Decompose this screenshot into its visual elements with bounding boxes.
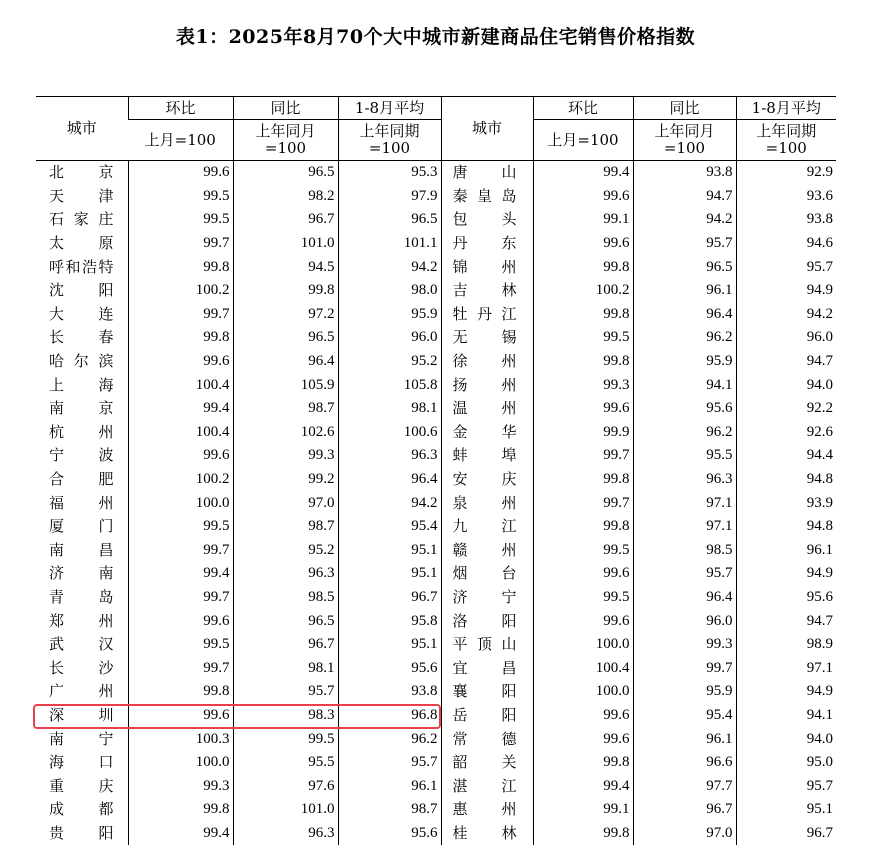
city-cell: 金华 xyxy=(441,421,533,445)
table-row xyxy=(36,586,836,610)
mom-cell: 100.0 xyxy=(128,491,233,515)
yoy-cell: 95.7 xyxy=(233,680,338,704)
city-cell: 杭州 xyxy=(49,422,114,441)
avg-cell: 96.8 xyxy=(338,704,441,728)
city-cell: 桂林 xyxy=(441,822,533,846)
mom-cell: 99.4 xyxy=(533,161,633,185)
avg-cell: 92.2 xyxy=(736,397,836,421)
yoy-cell: 96.6 xyxy=(633,751,736,775)
city-cell: 秦皇岛 xyxy=(441,185,533,209)
table-row xyxy=(36,515,836,539)
avg-cell: 94.8 xyxy=(736,515,836,539)
table-row xyxy=(36,373,836,397)
avg-cell: 94.2 xyxy=(338,491,441,515)
mom-cell: 99.7 xyxy=(128,232,233,256)
mom-base-header: 上月=100 xyxy=(128,120,233,161)
city-cell: 湛江 xyxy=(441,774,533,798)
yoy-cell: 95.9 xyxy=(633,350,736,374)
avg-cell: 93.9 xyxy=(736,491,836,515)
city-cell: 九江 xyxy=(441,515,533,539)
city-cell: 武汉 xyxy=(49,635,114,654)
yoy-cell: 96.2 xyxy=(633,421,736,445)
mom-cell: 99.3 xyxy=(128,774,233,798)
city-cell: 合肥 xyxy=(49,470,114,489)
city-cell: 吉林 xyxy=(441,279,533,303)
mom-cell: 99.6 xyxy=(128,350,233,374)
avg-cell: 95.6 xyxy=(338,822,441,846)
table-row xyxy=(36,421,836,445)
mom-cell: 99.8 xyxy=(533,350,633,374)
mom-cell: 99.4 xyxy=(128,562,233,586)
yoy-cell: 98.7 xyxy=(233,397,338,421)
city-cell: 岳阳 xyxy=(441,704,533,728)
mom-cell: 99.7 xyxy=(128,586,233,610)
avg-cell: 98.7 xyxy=(338,798,441,822)
yoy-cell: 99.7 xyxy=(633,656,736,680)
yoy-cell: 93.8 xyxy=(633,161,736,185)
avg-column-header: 1-8月平均 xyxy=(338,97,441,120)
city-cell: 海口 xyxy=(49,753,114,772)
city-cell: 贵阳 xyxy=(49,823,114,842)
table-row xyxy=(36,208,836,232)
yoy-cell: 95.4 xyxy=(633,704,736,728)
yoy-cell: 94.5 xyxy=(233,255,338,279)
mom-cell: 99.7 xyxy=(533,444,633,468)
city-cell: 天津 xyxy=(49,186,114,205)
avg-base-header: 上年同期 =100 xyxy=(338,120,441,161)
mom-cell: 99.6 xyxy=(128,704,233,728)
avg-cell: 94.1 xyxy=(736,704,836,728)
city-column-header: 城市 xyxy=(36,97,128,161)
city-cell: 石家庄 xyxy=(49,210,114,229)
mom-cell: 99.7 xyxy=(128,303,233,327)
table-row xyxy=(36,326,836,350)
avg-cell: 95.2 xyxy=(338,350,441,374)
city-cell: 温州 xyxy=(441,397,533,421)
yoy-cell: 95.5 xyxy=(633,444,736,468)
table-row xyxy=(36,680,836,704)
mom-cell: 99.4 xyxy=(533,774,633,798)
city-cell: 南昌 xyxy=(49,540,114,559)
avg-cell: 96.1 xyxy=(736,539,836,563)
mom-cell: 99.5 xyxy=(128,633,233,657)
mom-cell: 99.4 xyxy=(128,822,233,846)
mom-cell: 99.6 xyxy=(533,704,633,728)
city-cell: 常德 xyxy=(441,727,533,751)
table-row xyxy=(36,491,836,515)
city-cell: 丹东 xyxy=(441,232,533,256)
city-cell: 南京 xyxy=(49,399,114,418)
city-cell: 大连 xyxy=(49,304,114,323)
avg-cell: 92.6 xyxy=(736,421,836,445)
table-row xyxy=(36,185,836,209)
mom-cell: 99.5 xyxy=(533,586,633,610)
yoy-cell: 101.0 xyxy=(233,798,338,822)
yoy-column-header: 同比 xyxy=(233,97,338,120)
city-cell: 安庆 xyxy=(441,468,533,492)
table-row xyxy=(36,727,836,751)
yoy-cell: 96.4 xyxy=(633,303,736,327)
mom-cell: 99.6 xyxy=(533,232,633,256)
price-index-table xyxy=(36,96,836,845)
avg-cell: 98.9 xyxy=(736,633,836,657)
mom-cell: 99.7 xyxy=(128,656,233,680)
mom-cell: 99.8 xyxy=(128,255,233,279)
avg-cell: 94.2 xyxy=(736,303,836,327)
avg-cell: 95.4 xyxy=(338,515,441,539)
avg-cell: 98.0 xyxy=(338,279,441,303)
table-row xyxy=(36,704,836,728)
city-cell: 宜昌 xyxy=(441,656,533,680)
avg-cell: 95.8 xyxy=(338,609,441,633)
table-row xyxy=(36,397,836,421)
avg-cell: 94.9 xyxy=(736,562,836,586)
yoy-cell: 96.5 xyxy=(233,161,338,185)
yoy-base-header-2: 上年同月 =100 xyxy=(633,120,736,161)
avg-cell: 96.2 xyxy=(338,727,441,751)
yoy-cell: 96.5 xyxy=(233,326,338,350)
yoy-cell: 97.0 xyxy=(233,491,338,515)
table-row xyxy=(36,562,836,586)
table-row xyxy=(36,774,836,798)
yoy-cell: 97.6 xyxy=(233,774,338,798)
table-row xyxy=(36,468,836,492)
mom-cell: 99.1 xyxy=(533,798,633,822)
yoy-cell: 96.4 xyxy=(633,586,736,610)
avg-cell: 95.7 xyxy=(736,255,836,279)
avg-cell: 95.3 xyxy=(338,161,441,185)
yoy-cell: 97.2 xyxy=(233,303,338,327)
yoy-cell: 94.7 xyxy=(633,185,736,209)
mom-cell: 99.8 xyxy=(533,751,633,775)
mom-cell: 99.5 xyxy=(128,185,233,209)
avg-cell: 96.7 xyxy=(338,586,441,610)
city-cell: 洛阳 xyxy=(441,609,533,633)
city-cell: 北京 xyxy=(49,163,114,182)
avg-cell: 95.1 xyxy=(338,539,441,563)
yoy-cell: 96.3 xyxy=(633,468,736,492)
city-cell: 济宁 xyxy=(441,586,533,610)
mom-cell: 100.4 xyxy=(533,656,633,680)
avg-cell: 95.1 xyxy=(736,798,836,822)
city-cell: 宁波 xyxy=(49,446,114,465)
yoy-cell: 101.0 xyxy=(233,232,338,256)
mom-cell: 100.0 xyxy=(533,680,633,704)
avg-cell: 95.6 xyxy=(736,586,836,610)
yoy-cell: 105.9 xyxy=(233,373,338,397)
mom-column-header-2: 环比 xyxy=(533,97,633,120)
yoy-cell: 95.9 xyxy=(633,680,736,704)
avg-cell: 95.7 xyxy=(736,774,836,798)
mom-cell: 99.8 xyxy=(128,680,233,704)
yoy-cell: 97.1 xyxy=(633,515,736,539)
table-row xyxy=(36,161,836,185)
avg-cell: 96.5 xyxy=(338,208,441,232)
mom-cell: 99.8 xyxy=(533,822,633,846)
avg-cell: 95.1 xyxy=(338,633,441,657)
avg-cell: 97.9 xyxy=(338,185,441,209)
mom-cell: 99.6 xyxy=(128,444,233,468)
avg-cell: 94.7 xyxy=(736,609,836,633)
mom-cell: 99.8 xyxy=(533,515,633,539)
city-cell: 福州 xyxy=(49,493,114,512)
table-row xyxy=(36,609,836,633)
yoy-cell: 96.3 xyxy=(233,822,338,846)
city-cell: 蚌埠 xyxy=(441,444,533,468)
avg-cell: 100.6 xyxy=(338,421,441,445)
city-cell: 襄阳 xyxy=(441,680,533,704)
city-cell: 徐州 xyxy=(441,350,533,374)
mom-cell: 100.2 xyxy=(128,468,233,492)
city-cell: 无锡 xyxy=(441,326,533,350)
city-cell: 锦州 xyxy=(441,255,533,279)
avg-cell: 101.1 xyxy=(338,232,441,256)
yoy-cell: 98.5 xyxy=(633,539,736,563)
yoy-cell: 98.2 xyxy=(233,185,338,209)
table-row xyxy=(36,539,836,563)
avg-cell: 94.8 xyxy=(736,468,836,492)
avg-cell: 105.8 xyxy=(338,373,441,397)
yoy-cell: 96.7 xyxy=(633,798,736,822)
city-cell: 济南 xyxy=(49,564,114,583)
mom-cell: 99.9 xyxy=(533,421,633,445)
yoy-cell: 95.7 xyxy=(633,562,736,586)
city-cell: 牡丹江 xyxy=(441,303,533,327)
mom-cell: 99.8 xyxy=(533,255,633,279)
mom-cell: 99.8 xyxy=(533,303,633,327)
mom-column-header: 环比 xyxy=(128,97,233,120)
city-cell: 包头 xyxy=(441,208,533,232)
city-cell: 深圳 xyxy=(49,705,114,724)
yoy-cell: 99.3 xyxy=(233,444,338,468)
yoy-cell: 96.2 xyxy=(633,326,736,350)
table-row xyxy=(36,656,836,680)
city-cell: 厦门 xyxy=(49,517,114,536)
avg-cell: 96.1 xyxy=(338,774,441,798)
mom-cell: 100.0 xyxy=(128,751,233,775)
city-cell: 唐山 xyxy=(441,161,533,185)
mom-cell: 99.7 xyxy=(533,491,633,515)
yoy-column-header-2: 同比 xyxy=(633,97,736,120)
city-cell: 扬州 xyxy=(441,373,533,397)
yoy-cell: 99.2 xyxy=(233,468,338,492)
city-cell: 泉州 xyxy=(441,491,533,515)
yoy-cell: 95.5 xyxy=(233,751,338,775)
mom-cell: 99.1 xyxy=(533,208,633,232)
mom-cell: 99.8 xyxy=(128,326,233,350)
avg-column-header-2: 1-8月平均 xyxy=(736,97,836,120)
city-cell: 成都 xyxy=(49,800,114,819)
avg-cell: 95.9 xyxy=(338,303,441,327)
mom-cell: 100.2 xyxy=(128,279,233,303)
avg-cell: 98.1 xyxy=(338,397,441,421)
yoy-cell: 96.7 xyxy=(233,633,338,657)
city-cell: 长沙 xyxy=(49,658,114,677)
mom-cell: 100.4 xyxy=(128,373,233,397)
avg-cell: 94.0 xyxy=(736,373,836,397)
avg-cell: 96.7 xyxy=(736,822,836,846)
yoy-cell: 96.7 xyxy=(233,208,338,232)
avg-cell: 93.6 xyxy=(736,185,836,209)
yoy-cell: 96.3 xyxy=(233,562,338,586)
table-row xyxy=(36,350,836,374)
yoy-cell: 94.2 xyxy=(633,208,736,232)
mom-cell: 99.6 xyxy=(533,727,633,751)
avg-cell: 94.6 xyxy=(736,232,836,256)
yoy-base-header: 上年同月 =100 xyxy=(233,120,338,161)
city-cell: 赣州 xyxy=(441,539,533,563)
city-column-header-2: 城市 xyxy=(441,97,533,161)
mom-cell: 99.6 xyxy=(533,562,633,586)
table-row xyxy=(36,279,836,303)
city-cell: 惠州 xyxy=(441,798,533,822)
mom-cell: 100.0 xyxy=(533,633,633,657)
mom-cell: 100.3 xyxy=(128,727,233,751)
yoy-cell: 99.3 xyxy=(633,633,736,657)
yoy-cell: 94.1 xyxy=(633,373,736,397)
yoy-cell: 98.1 xyxy=(233,656,338,680)
avg-cell: 96.0 xyxy=(338,326,441,350)
avg-cell: 95.1 xyxy=(338,562,441,586)
yoy-cell: 96.4 xyxy=(233,350,338,374)
avg-cell: 97.1 xyxy=(736,656,836,680)
yoy-cell: 95.6 xyxy=(633,397,736,421)
mom-cell: 99.6 xyxy=(128,161,233,185)
table-row xyxy=(36,255,836,279)
city-cell: 广州 xyxy=(49,682,114,701)
table-row xyxy=(36,822,836,846)
mom-cell: 99.6 xyxy=(533,185,633,209)
city-cell: 沈阳 xyxy=(49,281,114,300)
mom-base-header-2: 上月=100 xyxy=(533,120,633,161)
avg-cell: 92.9 xyxy=(736,161,836,185)
avg-cell: 95.0 xyxy=(736,751,836,775)
avg-cell: 95.6 xyxy=(338,656,441,680)
mom-cell: 99.8 xyxy=(128,798,233,822)
avg-cell: 94.7 xyxy=(736,350,836,374)
avg-cell: 96.0 xyxy=(736,326,836,350)
city-cell: 呼和浩特 xyxy=(49,257,114,276)
table-row xyxy=(36,303,836,327)
city-cell: 上海 xyxy=(49,375,114,394)
mom-cell: 100.4 xyxy=(128,421,233,445)
yoy-cell: 98.7 xyxy=(233,515,338,539)
yoy-cell: 97.7 xyxy=(633,774,736,798)
yoy-cell: 96.5 xyxy=(633,255,736,279)
city-cell: 南宁 xyxy=(49,729,114,748)
mom-cell: 99.5 xyxy=(128,208,233,232)
yoy-cell: 98.5 xyxy=(233,586,338,610)
mom-cell: 99.5 xyxy=(128,515,233,539)
city-cell: 重庆 xyxy=(49,776,114,795)
mom-cell: 99.6 xyxy=(128,609,233,633)
avg-cell: 94.2 xyxy=(338,255,441,279)
avg-cell: 94.4 xyxy=(736,444,836,468)
table-row xyxy=(36,232,836,256)
avg-cell: 94.9 xyxy=(736,279,836,303)
city-cell: 烟台 xyxy=(441,562,533,586)
yoy-cell: 96.5 xyxy=(233,609,338,633)
city-cell: 韶关 xyxy=(441,751,533,775)
mom-cell: 99.8 xyxy=(533,468,633,492)
city-cell: 太原 xyxy=(49,234,114,253)
mom-cell: 99.5 xyxy=(533,539,633,563)
yoy-cell: 102.6 xyxy=(233,421,338,445)
table-row xyxy=(36,633,836,657)
yoy-cell: 98.3 xyxy=(233,704,338,728)
avg-cell: 96.4 xyxy=(338,468,441,492)
mom-cell: 99.5 xyxy=(533,326,633,350)
yoy-cell: 99.5 xyxy=(233,727,338,751)
avg-cell: 94.9 xyxy=(736,680,836,704)
table-row xyxy=(36,798,836,822)
avg-cell: 94.0 xyxy=(736,727,836,751)
table-body xyxy=(36,161,836,846)
yoy-cell: 96.1 xyxy=(633,279,736,303)
yoy-cell: 97.0 xyxy=(633,822,736,846)
mom-cell: 99.7 xyxy=(128,539,233,563)
yoy-cell: 95.7 xyxy=(633,232,736,256)
city-cell: 郑州 xyxy=(49,611,114,630)
yoy-cell: 99.8 xyxy=(233,279,338,303)
yoy-cell: 97.1 xyxy=(633,491,736,515)
city-cell: 长春 xyxy=(49,328,114,347)
mom-cell: 100.2 xyxy=(533,279,633,303)
table-row xyxy=(36,751,836,775)
avg-cell: 95.7 xyxy=(338,751,441,775)
city-cell: 平顶山 xyxy=(441,633,533,657)
avg-cell: 96.3 xyxy=(338,444,441,468)
yoy-cell: 96.1 xyxy=(633,727,736,751)
page-title: 表1：2025年8月70个大中城市新建商品住宅销售价格指数 xyxy=(175,26,696,48)
city-cell: 哈尔滨 xyxy=(49,352,114,371)
yoy-cell: 95.2 xyxy=(233,539,338,563)
mom-cell: 99.4 xyxy=(128,397,233,421)
avg-cell: 93.8 xyxy=(338,680,441,704)
yoy-cell: 96.0 xyxy=(633,609,736,633)
mom-cell: 99.3 xyxy=(533,373,633,397)
avg-base-header-2: 上年同期 =100 xyxy=(736,120,836,161)
mom-cell: 99.6 xyxy=(533,609,633,633)
city-cell: 青岛 xyxy=(49,587,114,606)
avg-cell: 93.8 xyxy=(736,208,836,232)
table-row xyxy=(36,444,836,468)
mom-cell: 99.6 xyxy=(533,397,633,421)
